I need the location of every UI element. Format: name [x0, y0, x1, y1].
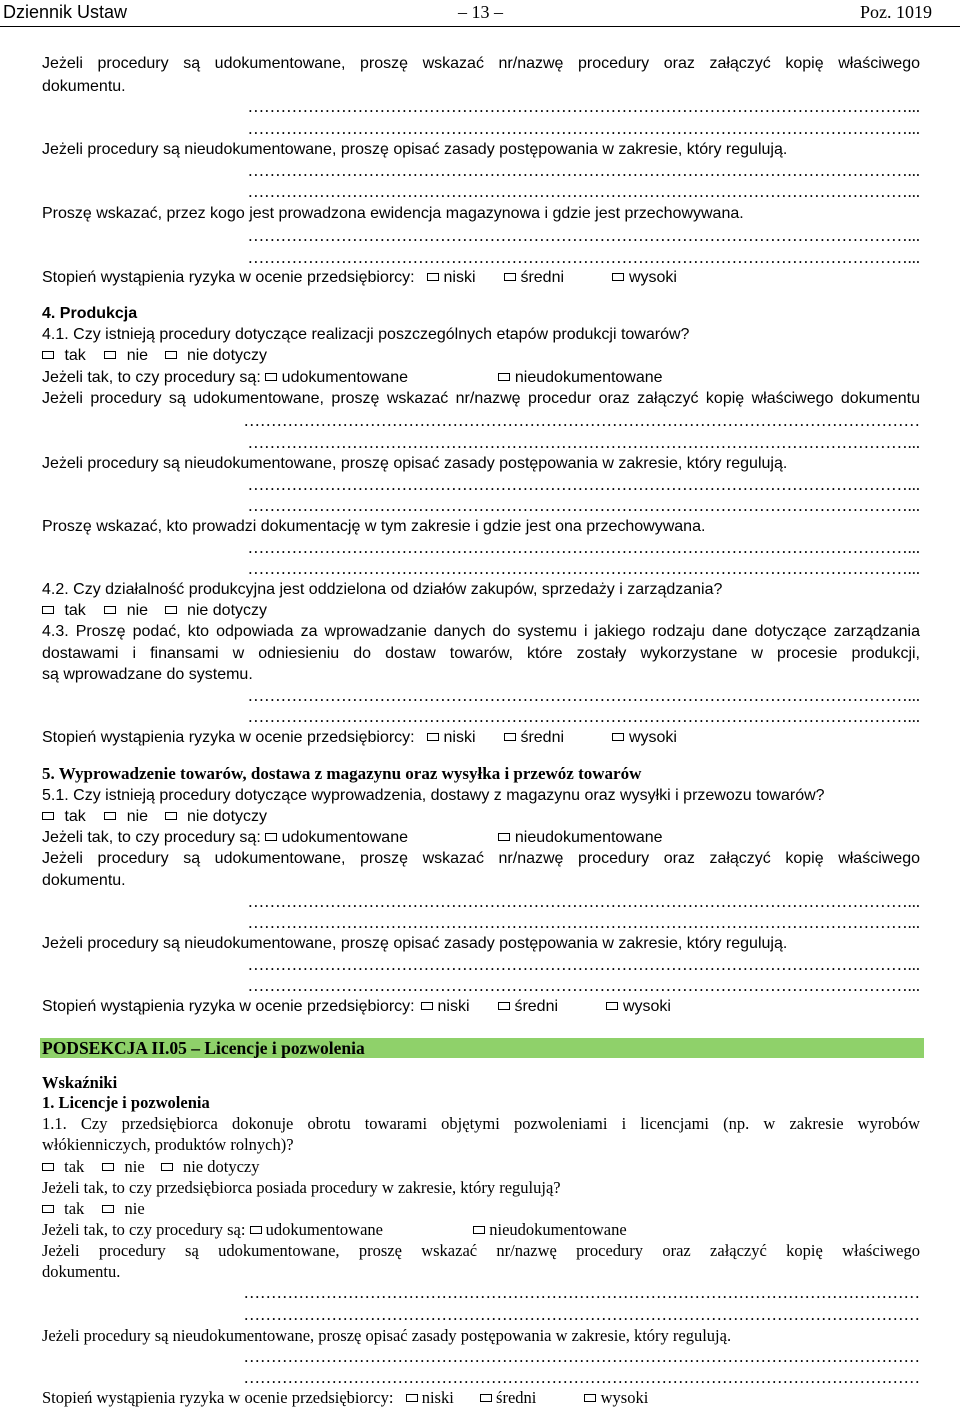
question-4-2: 4.2. Czy działalność produkcyjna jest oddzielona od działów zakupów, sprzedaży i zarządzania?	[42, 581, 723, 598]
answer-line[interactable]: …………………………………………………………………………………………………………...	[247, 559, 920, 578]
undocumented-proc-text: Jeżeli procedury są nieudokumentowane, proszę opisać zasady postępowania w zakresie, który regulują.	[42, 935, 788, 952]
risk-medium-label: średni	[496, 1388, 537, 1407]
na-label: nie dotyczy	[182, 1157, 260, 1176]
no-checkbox[interactable]	[102, 1163, 114, 1171]
doc-status-row	[42, 1220, 920, 1240]
subsection-title: PODSEKCJA II.05 – Licencje i pozwolenia	[42, 1038, 365, 1058]
documented-label: udokumentowane	[281, 829, 408, 846]
no-checkbox[interactable]	[104, 351, 116, 359]
answer-line[interactable]: …………………………………………………………………………………………………………...	[247, 913, 920, 932]
question-1-1-cont: włókienniczych, produktów rolnych)?	[42, 1135, 294, 1154]
na-label: nie dotyczy	[186, 808, 268, 825]
risk-high-label: wysoki	[622, 998, 671, 1015]
indicators-heading: Wskaźniki	[42, 1073, 118, 1092]
undocumented-label: nieudokumentowane	[489, 1220, 627, 1239]
yes-label: tak	[64, 347, 86, 364]
risk-low-checkbox[interactable]	[427, 733, 439, 741]
risk-high-label: wysoki	[600, 1388, 649, 1407]
documented-proc-text-cont: dokumentu.	[42, 78, 126, 95]
na-checkbox[interactable]	[165, 812, 177, 820]
risk-low-checkbox[interactable]	[406, 1394, 418, 1402]
documented-proc-text: Jeżeli procedury są udokumentowane, proszę wskazać nr/nazwę procedury oraz załączyć kopię właściwego	[42, 1241, 920, 1260]
na-label: nie dotyczy	[186, 347, 268, 364]
no-label: nie	[126, 602, 149, 619]
no-label: nie	[126, 347, 149, 364]
no-checkbox[interactable]	[102, 1205, 114, 1213]
answer-line[interactable]: …………………………………………………………………………………………………………...	[247, 475, 920, 494]
no-checkbox[interactable]	[104, 812, 116, 820]
answer-line[interactable]: …………………………………………………………………………………………………………...	[247, 248, 920, 267]
documentation-question: Proszę wskazać, kto prowadzi dokumentację w tym zakresie i gdzie jest ona przechowywana.	[42, 518, 706, 535]
yes-no-row	[42, 346, 920, 366]
risk-label: Stopień wystąpienia ryzyka w ocenie przedsiębiorcy:	[42, 269, 415, 286]
section-heading: 4. Produkcja	[42, 305, 138, 322]
yes-checkbox[interactable]	[42, 351, 54, 359]
answer-line[interactable]: ……………………………………………………………………………………………………………	[243, 411, 920, 430]
documented-proc-text-cont: dokumentu.	[42, 1262, 121, 1281]
undocumented-proc-text: Jeżeli procedury są nieudokumentowane, proszę opisać zasady postępowania w zakresie, który regulują.	[42, 141, 788, 158]
answer-line[interactable]: ……………………………………………………………………………………………………………	[243, 1283, 920, 1302]
documented-proc-text: Jeżeli procedury są udokumentowane, proszę wskazać nr/nazwę procedur oraz załączyć kopię właściwego dokumentu	[42, 390, 920, 407]
risk-low-label: niski	[437, 998, 470, 1015]
if-yes-label: Jeżeli tak, to czy procedury są:	[42, 829, 261, 846]
yes-checkbox[interactable]	[42, 1205, 54, 1213]
risk-high-checkbox[interactable]	[606, 1002, 618, 1010]
yes-no-row	[42, 1157, 920, 1177]
question-4-3-cont: dostawami i finansami w odniesieniu do dostaw towarów, które zostały wykorzystane w procesie produkcji,	[42, 645, 920, 662]
na-checkbox[interactable]	[165, 606, 177, 614]
question-4-3: 4.3. Proszę podać, kto odpowiada za wprowadzanie danych do systemu i jakiego rodzaju dane dotyczące zarządzania	[42, 623, 920, 640]
documented-checkbox[interactable]	[265, 833, 277, 841]
answer-line[interactable]: …………………………………………………………………………………………………………...	[247, 892, 920, 911]
page-number: – 13 –	[458, 2, 503, 22]
undocumented-checkbox[interactable]	[498, 833, 510, 841]
undocumented-proc-text: Jeżeli procedury są nieudokumentowane, proszę opisać zasady postępowania w zakresie, który regulują.	[42, 1326, 732, 1345]
undocumented-proc-text: Jeżeli procedury są nieudokumentowane, proszę opisać zasady postępowania w zakresie, który regulują.	[42, 455, 788, 472]
no-label: nie	[124, 1157, 145, 1176]
answer-line[interactable]: …………………………………………………………………………………………………………...	[247, 182, 920, 201]
risk-row	[42, 268, 920, 288]
undocumented-checkbox[interactable]	[473, 1226, 485, 1234]
risk-row	[42, 728, 920, 748]
undocumented-label: nieudokumentowane	[514, 829, 663, 846]
risk-low-checkbox[interactable]	[421, 1002, 433, 1010]
documented-proc-text: Jeżeli procedury są udokumentowane, proszę wskazać nr/nazwę procedury oraz załączyć kopię właściwego	[42, 55, 920, 72]
risk-medium-checkbox[interactable]	[504, 733, 516, 741]
risk-high-checkbox[interactable]	[612, 273, 624, 281]
yes-label: tak	[64, 808, 86, 825]
na-checkbox[interactable]	[161, 1163, 173, 1171]
risk-medium-label: średni	[520, 729, 565, 746]
no-label: nie	[126, 808, 149, 825]
answer-line[interactable]: …………………………………………………………………………………………………………...	[247, 976, 920, 995]
answer-line[interactable]: ……………………………………………………………………………………………………………	[243, 1305, 920, 1324]
risk-medium-label: średni	[514, 998, 559, 1015]
documented-proc-text-cont: dokumentu.	[42, 872, 126, 889]
risk-label: Stopień wystąpienia ryzyka w ocenie przedsiębiorcy:	[42, 998, 415, 1015]
if-yes-label: Jeżeli tak, to czy procedury są:	[42, 1220, 246, 1239]
warehouse-question: Proszę wskazać, przez kogo jest prowadzona ewidencja magazynowa i gdzie jest przechowywana.	[42, 205, 744, 222]
documented-label: udokumentowane	[281, 369, 408, 386]
question-4-1: 4.1. Czy istnieją procedury dotyczące realizacji poszczególnych etapów produkcji towarów?	[42, 326, 690, 343]
risk-label: Stopień wystąpienia ryzyka w ocenie przedsiębiorcy:	[42, 1388, 394, 1407]
risk-high-label: wysoki	[628, 269, 677, 286]
risk-high-checkbox[interactable]	[612, 733, 624, 741]
answer-line[interactable]: …………………………………………………………………………………………………………...	[247, 686, 920, 705]
risk-label: Stopień wystąpienia ryzyka w ocenie przedsiębiorcy:	[42, 729, 415, 746]
yes-label: tak	[64, 1157, 85, 1176]
answer-line[interactable]: ……………………………………………………………………………………………………………	[243, 1347, 920, 1366]
header-divider	[0, 26, 960, 27]
documented-proc-text: Jeżeli procedury są udokumentowane, proszę wskazać nr/nazwę procedury oraz załączyć kopię właściwego	[42, 850, 920, 867]
yes-no-row	[42, 601, 920, 621]
section-heading: 5. Wyprowadzenie towarów, dostawa z magazynu oraz wysyłka i przewóz towarów	[42, 764, 642, 783]
answer-line[interactable]: …………………………………………………………………………………………………………...	[247, 496, 920, 515]
risk-high-label: wysoki	[628, 729, 677, 746]
answer-line[interactable]: ……………………………………………………………………………………………………………	[243, 1368, 920, 1387]
yes-checkbox[interactable]	[42, 1163, 54, 1171]
risk-row	[42, 1388, 920, 1408]
undocumented-checkbox[interactable]	[498, 373, 510, 381]
procedures-question: Jeżeli tak, to czy przedsiębiorca posiada procedury w zakresie, który regulują?	[42, 1178, 561, 1197]
risk-row	[42, 997, 920, 1017]
no-checkbox[interactable]	[104, 606, 116, 614]
risk-low-label: niski	[421, 1388, 454, 1407]
position-number: Poz. 1019	[860, 2, 932, 22]
answer-line[interactable]: …………………………………………………………………………………………………………...	[247, 119, 920, 138]
yes-label: tak	[64, 602, 86, 619]
answer-line[interactable]: …………………………………………………………………………………………………………...	[247, 161, 920, 180]
section-heading: 1. Licencje i pozwolenia	[42, 1093, 210, 1112]
journal-title: Dziennik Ustaw	[3, 2, 128, 22]
documented-label: udokumentowane	[265, 1220, 383, 1239]
question-5-1: 5.1. Czy istnieją procedury dotyczące wyprowadzenia, dostawy z magazynu oraz wysyłki i przewozu towarów?	[42, 787, 825, 804]
na-label: nie dotyczy	[186, 602, 268, 619]
yes-checkbox[interactable]	[42, 812, 54, 820]
yes-no-row	[42, 807, 920, 827]
answer-line[interactable]: …………………………………………………………………………………………………………...	[247, 707, 920, 726]
no-label: nie	[124, 1199, 145, 1218]
question-1-1: 1.1. Czy przedsiębiorca dokonuje obrotu towarami objętymi pozwoleniami i licencjami (np. w zakresie wyrobów	[42, 1114, 920, 1133]
answer-line[interactable]: …………………………………………………………………………………………………………...	[247, 97, 920, 116]
risk-low-label: niski	[443, 729, 476, 746]
question-4-3-cont: są wprowadzane do systemu.	[42, 666, 253, 683]
documented-checkbox[interactable]	[265, 373, 277, 381]
risk-low-label: niski	[443, 269, 476, 286]
answer-line[interactable]: …………………………………………………………………………………………………………...	[247, 955, 920, 974]
if-yes-label: Jeżeli tak, to czy procedury są:	[42, 369, 261, 386]
risk-low-checkbox[interactable]	[427, 273, 439, 281]
yes-label: tak	[64, 1199, 85, 1218]
doc-status-row	[42, 828, 920, 848]
risk-medium-checkbox[interactable]	[480, 1394, 492, 1402]
risk-high-checkbox[interactable]	[584, 1394, 596, 1402]
documented-checkbox[interactable]	[250, 1226, 262, 1234]
na-checkbox[interactable]	[165, 351, 177, 359]
undocumented-label: nieudokumentowane	[514, 369, 663, 386]
doc-status-row	[42, 368, 920, 388]
risk-medium-label: średni	[520, 269, 565, 286]
yes-checkbox[interactable]	[42, 606, 54, 614]
answer-line[interactable]: …………………………………………………………………………………………………………...	[247, 433, 920, 452]
yes-no-row	[42, 1199, 920, 1219]
risk-medium-checkbox[interactable]	[498, 1002, 510, 1010]
answer-line[interactable]: …………………………………………………………………………………………………………...	[247, 226, 920, 245]
risk-medium-checkbox[interactable]	[504, 273, 516, 281]
answer-line[interactable]: …………………………………………………………………………………………………………...	[247, 538, 920, 557]
